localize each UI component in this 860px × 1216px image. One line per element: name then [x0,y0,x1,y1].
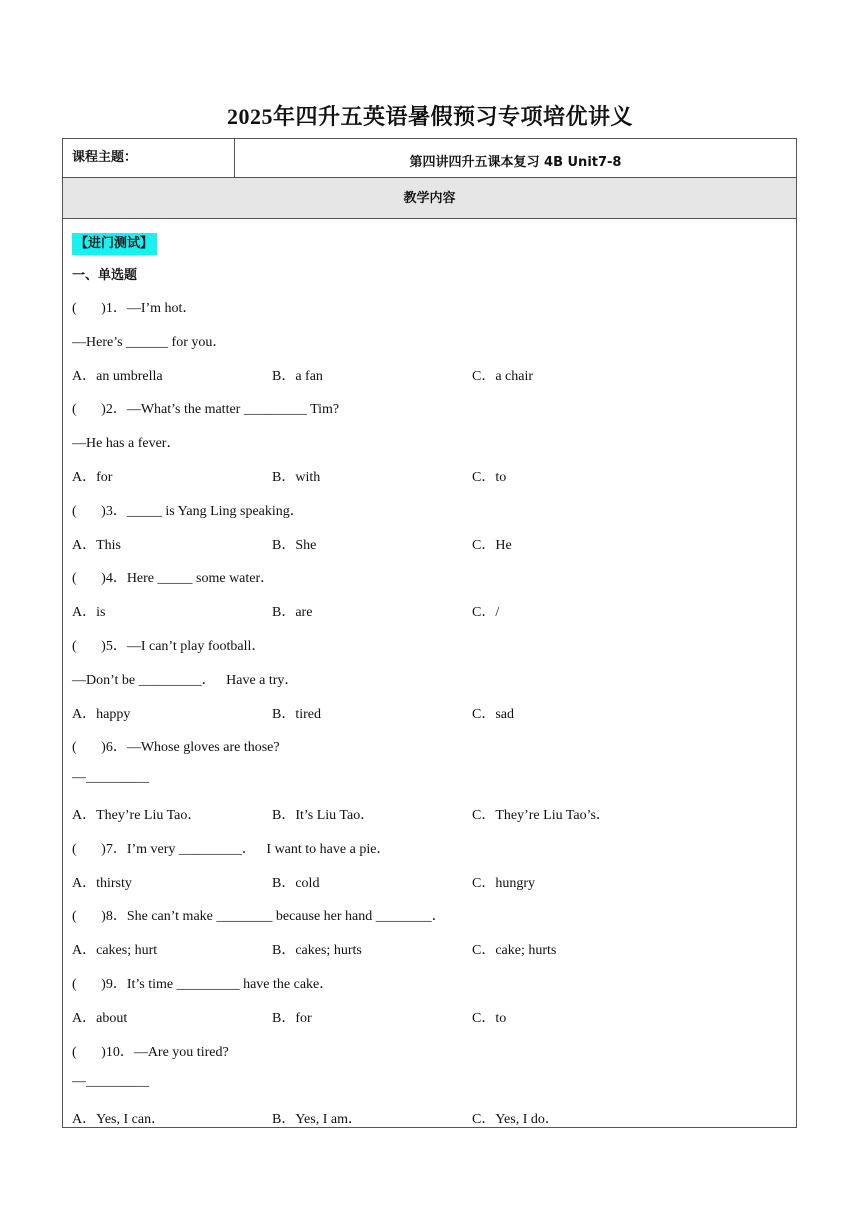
answer-option: C．a chair [472,368,534,384]
answer-option: B．She [272,537,317,553]
test-label: 【进门测试】 [72,233,157,255]
answer-option: A．is [72,605,106,621]
answer-option: A．They’re Liu Tao． [72,808,202,823]
answer-option: C．sad [472,706,514,722]
answer-option: A．Yes, I can． [72,1112,166,1128]
lesson-table [62,138,797,1128]
answer-option: B．a fan [272,368,323,384]
answer-option: C．hungry [472,875,535,891]
answer-option: A．This [72,537,121,553]
answer-option: C．Yes, I do． [472,1112,559,1128]
question-stem: ( )1．—I’m hot． [72,301,197,316]
answer-option: A．for [72,470,113,485]
answer-option: C．to [472,470,507,485]
answer-option: B．with [272,470,321,485]
question-line: —Here’s ______ for you． [72,334,227,350]
answer-option: A．happy [72,706,131,722]
answer-option: B．tired [272,706,321,722]
question-stem: ( )10．—Are you tired? [72,1044,229,1060]
question-stem: ( )8．She can’t make ________ because her hand ________． [72,909,446,925]
answer-option: A．thirsty [72,875,132,891]
question-stem: ( )2．—What’s the matter _________ Tim? [72,402,340,418]
answer-option: C．He [472,537,512,553]
question-stem: ( )9．It’s time _________ have the cake． [72,977,334,992]
page-title: 2025年四升五英语暑假预习专项培优讲义 [226,104,633,129]
question-line: —_________ [72,1074,149,1090]
question-stem: ( )4．Here _____ some water． [72,571,275,587]
answer-option: C．They’re Liu Tao’s． [472,808,610,823]
question-stem: ( )3．_____ is Yang Ling speaking． [72,503,304,519]
answer-option: B．Yes, I am． [272,1112,362,1128]
answer-option: B．are [272,605,313,621]
course-label: 课程主题： [63,139,235,177]
question-stem: ( )5．—I can’t play football． [72,639,266,654]
question-line: —_________ [72,770,149,786]
question-stem: ( )7．I’m very _________． I want to have a pie． [72,841,391,857]
answer-option: B．cakes; hurts [272,943,362,959]
part-heading: 一、单选题 [72,268,138,283]
answer-option: B．It’s Liu Tao． [272,808,375,823]
section-header: 教学内容 [63,178,796,219]
answer-option: A．an umbrella [72,368,163,384]
answer-option: C．cake; hurts [472,943,557,959]
answer-option: A．cakes; hurt [72,943,158,959]
answer-option: B．for [272,1010,312,1026]
question-stem: ( )6．—Whose gloves are those? [72,740,280,756]
question-line: —He has a fever． [72,436,181,452]
answer-option: A．about [72,1010,128,1026]
question-line: —Don’t be _________． Have a try． [72,672,299,688]
answer-option: B．cold [272,875,320,891]
test-heading [72,232,157,251]
answer-option: C．to [472,1010,507,1026]
answer-option: C．/ [472,605,500,621]
course-topic: 第四讲四升五课本复习 4B Unit7-8 [409,155,622,170]
course-row [63,139,796,178]
